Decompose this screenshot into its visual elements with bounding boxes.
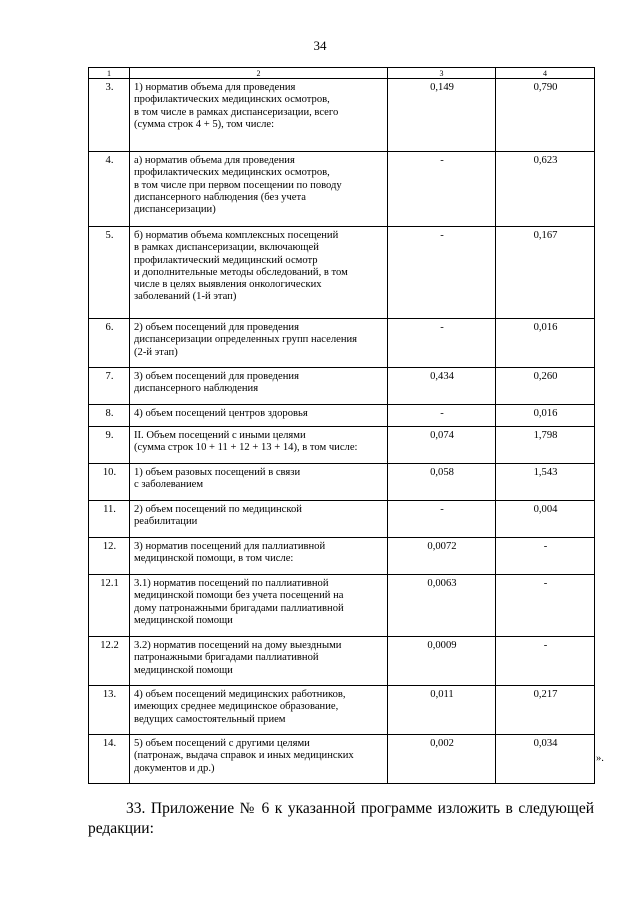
row-description-cell: б) норматив объема комплексных посещений в рамках диспансеризации, включающей профилактический медицинский осмотр и дополнительные методы обследований, в том числе в целях выявления онкологических заболеваний (1-й этап) bbox=[130, 227, 388, 319]
row-value-column4-cell: 1,798 bbox=[496, 427, 595, 464]
row-number-cell: 14. bbox=[89, 735, 130, 784]
row-number-cell: 13. bbox=[89, 686, 130, 735]
closing-quote-mark: ». bbox=[596, 753, 604, 764]
row-number-cell: 10. bbox=[89, 464, 130, 501]
table-row bbox=[89, 575, 595, 637]
row-value-column4-cell: 0,260 bbox=[496, 368, 595, 405]
row-value-column3-cell: 0,434 bbox=[388, 368, 496, 405]
table-row bbox=[89, 152, 595, 227]
row-value-column3-cell: 0,058 bbox=[388, 464, 496, 501]
row-value-column4-cell: 0,004 bbox=[496, 501, 595, 538]
row-value-column3-cell: - bbox=[388, 319, 496, 368]
row-description-cell: 2) объем посещений для проведения диспансеризации определенных групп населения (2-й этап) bbox=[130, 319, 388, 368]
page-number: 34 bbox=[313, 38, 327, 53]
row-value-column3-cell: 0,074 bbox=[388, 427, 496, 464]
table-row bbox=[89, 464, 595, 501]
table-body bbox=[89, 68, 595, 784]
table-row bbox=[89, 319, 595, 368]
row-value-column4-cell: 0,034 bbox=[496, 735, 595, 784]
row-value-column3-cell: 0,011 bbox=[388, 686, 496, 735]
amendment-paragraph: 33. Приложение № 6 к указанной программе изложить в следующей редакции: bbox=[88, 800, 594, 837]
row-number-cell: 12.1 bbox=[89, 575, 130, 637]
row-description-cell: 4) объем посещений медицинских работников, имеющих среднее медицинское образование, ведущих самостоятельный прием bbox=[130, 686, 388, 735]
row-number-cell: 6. bbox=[89, 319, 130, 368]
row-value-column4-cell: 0,167 bbox=[496, 227, 595, 319]
row-value-column4-cell: - bbox=[496, 575, 595, 637]
row-value-column4-cell: 0,217 bbox=[496, 686, 595, 735]
table-header-row bbox=[89, 68, 595, 79]
row-value-column3-cell: - bbox=[388, 405, 496, 427]
table-row bbox=[89, 501, 595, 538]
row-value-column3-cell: - bbox=[388, 501, 496, 538]
row-description-cell: а) норматив объема для проведения профилактических медицинских осмотров, в том числе при первом посещении по поводу диспансерного наблюдения (без учета диспансеризации) bbox=[130, 152, 388, 227]
row-number-cell: 12.2 bbox=[89, 637, 130, 686]
row-description-cell: 2) объем посещений по медицинской реабилитации bbox=[130, 501, 388, 538]
row-number-cell: 4. bbox=[89, 152, 130, 227]
row-value-column3-cell: - bbox=[388, 227, 496, 319]
row-value-column3-cell: 0,0009 bbox=[388, 637, 496, 686]
row-description-cell: 3.1) норматив посещений по паллиативной медицинской помощи без учета посещений на дому патронажными бригадами паллиативной медицинской помощи bbox=[130, 575, 388, 637]
header-cell: 1 bbox=[89, 68, 130, 79]
row-value-column3-cell: 0,149 bbox=[388, 79, 496, 152]
row-value-column3-cell: 0,002 bbox=[388, 735, 496, 784]
table-row bbox=[89, 427, 595, 464]
row-number-cell: 9. bbox=[89, 427, 130, 464]
norms-table bbox=[88, 67, 595, 784]
table-row bbox=[89, 79, 595, 152]
row-description-cell: II. Объем посещений с иными целями (сумма строк 10 + 11 + 12 + 13 + 14), в том числе: bbox=[130, 427, 388, 464]
header-cell: 4 bbox=[496, 68, 595, 79]
row-value-column4-cell: 1,543 bbox=[496, 464, 595, 501]
row-value-column4-cell: - bbox=[496, 538, 595, 575]
row-description-cell: 3) объем посещений для проведения диспансерного наблюдения bbox=[130, 368, 388, 405]
row-description-cell: 4) объем посещений центров здоровья bbox=[130, 405, 388, 427]
row-number-cell: 5. bbox=[89, 227, 130, 319]
row-description-cell: 1) объем разовых посещений в связи с заболеванием bbox=[130, 464, 388, 501]
row-value-column3-cell: 0,0063 bbox=[388, 575, 496, 637]
row-description-cell: 5) объем посещений с другими целями (патронаж, выдача справок и иных медицинских документов и др.) bbox=[130, 735, 388, 784]
row-description-cell: 1) норматив объема для проведения профилактических медицинских осмотров, в том числе в рамках диспансеризации, всего (сумма строк 4 + 5), том числе: bbox=[130, 79, 388, 152]
header-cell: 2 bbox=[130, 68, 388, 79]
row-number-cell: 11. bbox=[89, 501, 130, 538]
table-row bbox=[89, 735, 595, 784]
row-number-cell: 8. bbox=[89, 405, 130, 427]
row-value-column3-cell: 0,0072 bbox=[388, 538, 496, 575]
table-row bbox=[89, 227, 595, 319]
header-cell: 3 bbox=[388, 68, 496, 79]
row-description-cell: 3.2) норматив посещений на дому выездными патронажными бригадами паллиативной медицинской помощи bbox=[130, 637, 388, 686]
table-row bbox=[89, 637, 595, 686]
row-value-column3-cell: - bbox=[388, 152, 496, 227]
table-row bbox=[89, 368, 595, 405]
row-number-cell: 3. bbox=[89, 79, 130, 152]
table-row bbox=[89, 538, 595, 575]
row-value-column4-cell: 0,016 bbox=[496, 319, 595, 368]
row-value-column4-cell: 0,790 bbox=[496, 79, 595, 152]
row-value-column4-cell: 0,016 bbox=[496, 405, 595, 427]
row-number-cell: 7. bbox=[89, 368, 130, 405]
row-description-cell: 3) норматив посещений для паллиативной медицинской помощи, в том числе: bbox=[130, 538, 388, 575]
row-value-column4-cell: - bbox=[496, 637, 595, 686]
row-value-column4-cell: 0,623 bbox=[496, 152, 595, 227]
table-row bbox=[89, 686, 595, 735]
table-row bbox=[89, 405, 595, 427]
row-number-cell: 12. bbox=[89, 538, 130, 575]
